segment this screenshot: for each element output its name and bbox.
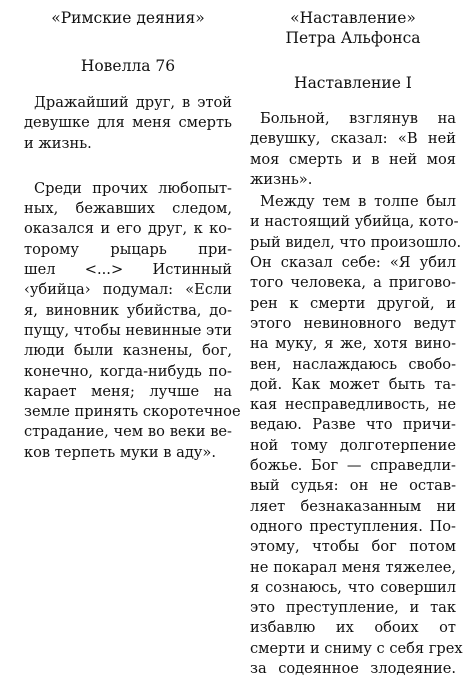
text-line: Он сказал себе: «Я убил <box>250 254 456 272</box>
text-line: это преступление, и так <box>250 599 456 617</box>
left-column <box>24 8 241 463</box>
left-paragraph-2 <box>24 179 241 463</box>
text-line: жизнь». <box>250 170 313 188</box>
text-line: конечно, когда-нибудь по- <box>24 362 232 380</box>
right-paragraph-1 <box>250 109 456 190</box>
text-line: и настоящий убийца, кото- <box>250 213 459 231</box>
text-line: Дражайший друг, в этой <box>34 94 232 111</box>
text-line: ной тому долготерпение <box>250 436 456 454</box>
text-line: торому рыцарь при- <box>24 240 232 258</box>
text-line: Между тем в толпе был <box>260 193 456 211</box>
text-line: рен к смерти другой, и <box>250 294 456 312</box>
right-column-title: «Наставление» <box>290 9 416 27</box>
text-line: дой. Как может быть та- <box>250 375 456 393</box>
text-line: кая несправедливость, не <box>250 396 456 414</box>
text-line: ных, бежавших следом, <box>24 200 232 218</box>
text-line: вый судья: он не остав- <box>250 477 456 495</box>
text-line: на муку, я же, хотя вино- <box>250 335 456 353</box>
text-line: пущу, чтобы невинные эти <box>24 321 232 339</box>
text-line: не покарал меня тяжелее, <box>250 558 456 576</box>
text-line: ков терпеть муки в аду». <box>24 443 216 461</box>
text-line: и жизнь. <box>24 134 92 152</box>
text-line: ляет безнаказанным ни <box>250 497 456 515</box>
left-column-title: «Римские деяния» <box>51 9 205 27</box>
text-line: рый видел, что произошло. <box>250 233 462 251</box>
text-line: я сознаюсь, что совершил <box>250 578 456 596</box>
text-line: ‹убийца› подумал: «Если <box>24 281 232 299</box>
text-line: девушке для меня смерть <box>24 114 232 132</box>
text-line: девушку, сказал: «В ней <box>250 130 456 148</box>
left-column-subtitle: Новелла 76 <box>80 57 176 75</box>
right-column-subtitle: Наставление I <box>294 74 412 92</box>
text-line: карает меня; лучше на <box>24 382 232 400</box>
text-line: Среди прочих любопыт- <box>34 179 232 197</box>
text-line: божье. Бог — справедли- <box>250 457 456 475</box>
right-column <box>250 8 463 679</box>
right-column-author: Петра Альфонса <box>285 29 421 47</box>
text-line: страдание, чем во веки ве- <box>24 423 232 441</box>
text-line: смерти и сниму с себя грех <box>250 639 463 657</box>
text-line: ведаю. Разве что причи- <box>250 416 456 434</box>
right-paragraph-2 <box>250 192 463 679</box>
text-line: шел <...> Истинный <box>24 261 232 279</box>
text-line: этого невиновного ведут <box>250 314 456 332</box>
text-line: люди были казнены, бог, <box>24 342 232 360</box>
text-line: Больной, взглянув на <box>260 110 456 127</box>
text-line: оказался и его друг, к ко- <box>24 220 232 238</box>
text-line: вен, наслаждаюсь свобо- <box>250 355 456 373</box>
text-line: избавлю их обоих от <box>250 619 456 637</box>
left-paragraph-1 <box>24 93 232 154</box>
text-line: этому, чтобы бог потом <box>250 538 456 556</box>
text-line: моя смерть и в ней моя <box>250 150 456 168</box>
text-line: одного преступления. По- <box>250 517 456 535</box>
text-line: земле принять скоротечное <box>24 403 241 421</box>
text-line: за содеянное злодеяние. <box>250 660 456 678</box>
text-line: я, виновник убийства, до- <box>24 301 232 319</box>
text-line: того человека, а пригово- <box>250 274 456 292</box>
